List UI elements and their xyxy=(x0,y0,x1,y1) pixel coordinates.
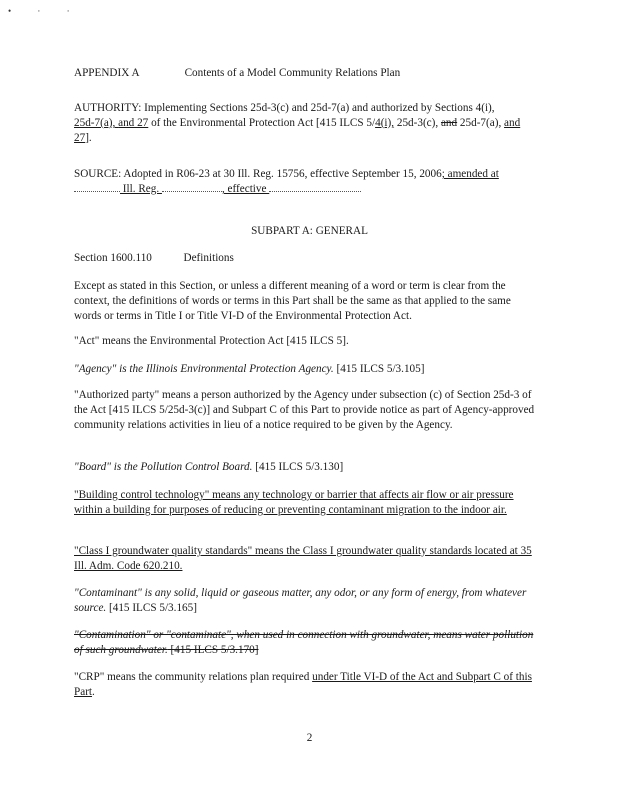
definition-contaminant-term: "Contaminant" is any solid, liquid or gaseous matter, any odor, or any form of energy, from whatever source. xyxy=(74,587,527,614)
definition-contamination-deleted xyxy=(74,628,540,658)
section-heading xyxy=(74,251,540,266)
section-intro: Except as stated in this Section, or unless a different meaning of a word or term is clear from the context, the definitions of words or terms in this Part shall be the same as that applied to the same words or terms in Title I or Title VI-D of the Environmental Protection Act. xyxy=(74,280,511,322)
appendix-label: APPENDIX A xyxy=(74,67,139,79)
authority-amended-text: 25d-7(a), xyxy=(74,117,119,129)
section-title: Definitions xyxy=(183,252,234,264)
definition-agency-cite: [415 ILCS 5/3.105] xyxy=(333,363,425,375)
definition-contamination-cite: [415 ILCS 5/3.170] xyxy=(167,644,259,656)
definition-crp-text: "CRP" means the community relations plan required xyxy=(74,671,313,683)
subpart-heading: SUBPART A: GENERAL xyxy=(251,225,368,237)
definition-crp-end: . xyxy=(92,686,95,698)
authority-added-27b: 27 xyxy=(74,132,86,144)
source-ill-reg: Ill. Reg. xyxy=(120,183,162,195)
definition-contaminant xyxy=(74,586,540,616)
scan-marks: • · · xyxy=(8,6,82,16)
source-blank-2 xyxy=(162,190,222,192)
definition-board-term: "Board" is the Pollution Control Board. xyxy=(74,461,253,473)
authority-note xyxy=(74,101,540,146)
definition-contamination-term: "Contamination" or "contaminate", when used in connection with groundwater, means water pollution of such groundwater. xyxy=(74,629,534,656)
definition-contaminant-cite: [415 ILCS 5/3.165] xyxy=(106,602,197,614)
definition-board-cite: [415 ILCS 5/3.130] xyxy=(252,461,344,473)
definition-agency xyxy=(74,362,540,377)
authority-deleted-and: and xyxy=(440,117,458,129)
source-blank-1 xyxy=(74,190,120,192)
authority-added-27: and 27 xyxy=(118,117,149,129)
source-note xyxy=(74,167,540,197)
source-text: SOURCE: Adopted in R06-23 at 30 Ill. Reg. 15756, effective September 15, 2006 xyxy=(74,168,442,180)
definition-crp xyxy=(74,670,540,700)
definition-crp-added: under Title VI-D of the Act and Subpart C of this Part xyxy=(74,671,532,698)
authority-text-5: ]. xyxy=(85,132,92,144)
appendix-title: Contents of a Model Community Relations Plan xyxy=(184,67,401,79)
authority-added-4i: 4(i), xyxy=(375,117,395,129)
source-amended: ; amended at xyxy=(441,168,499,180)
definition-building-control: "Building control technology" means any technology or barrier that affects air flow or air pressure within a building for purposes of reducing or preventing contaminant migration to the indoor air. xyxy=(74,489,514,516)
definition-act: "Act" means the Environmental Protection Act [415 ILCS 5]. xyxy=(74,335,349,347)
authority-text-3: 25d-3(c), xyxy=(394,117,441,129)
authority-text-2: of the Environmental Protection Act [415 ILCS 5/ xyxy=(148,117,376,129)
definition-agency-term: "Agency" is the Illinois Environmental Protection Agency. xyxy=(74,363,334,375)
authority-text: AUTHORITY: Implementing Sections 25d-3(c) and 25d-7(a) and authorized by Sections 4(i), xyxy=(74,102,495,114)
definition-class-i-groundwater: "Class I groundwater quality standards" means the Class I groundwater quality standards located at 35 Ill. Adm. Code 620.210. xyxy=(74,545,532,572)
section-number: Section 1600.110 xyxy=(74,252,152,264)
definition-board xyxy=(74,460,540,475)
authority-text-4: 25d-7(a), xyxy=(457,117,505,129)
authority-added-and: and xyxy=(504,117,521,129)
source-effective: , effective xyxy=(221,183,270,195)
appendix-heading xyxy=(74,66,540,81)
source-blank-3 xyxy=(269,190,361,192)
definition-authorized-party: "Authorized party" means a person authorized by the Agency under subsection (c) of Section 25d-3 of the Act [415 ILCS 5/25d-3(c)] and Subpart C of this Part to provide notice as part of Agency-approved community relations activities in lieu of a notice required to be given by the Agency. xyxy=(74,389,535,431)
page-number: 2 xyxy=(306,732,313,744)
